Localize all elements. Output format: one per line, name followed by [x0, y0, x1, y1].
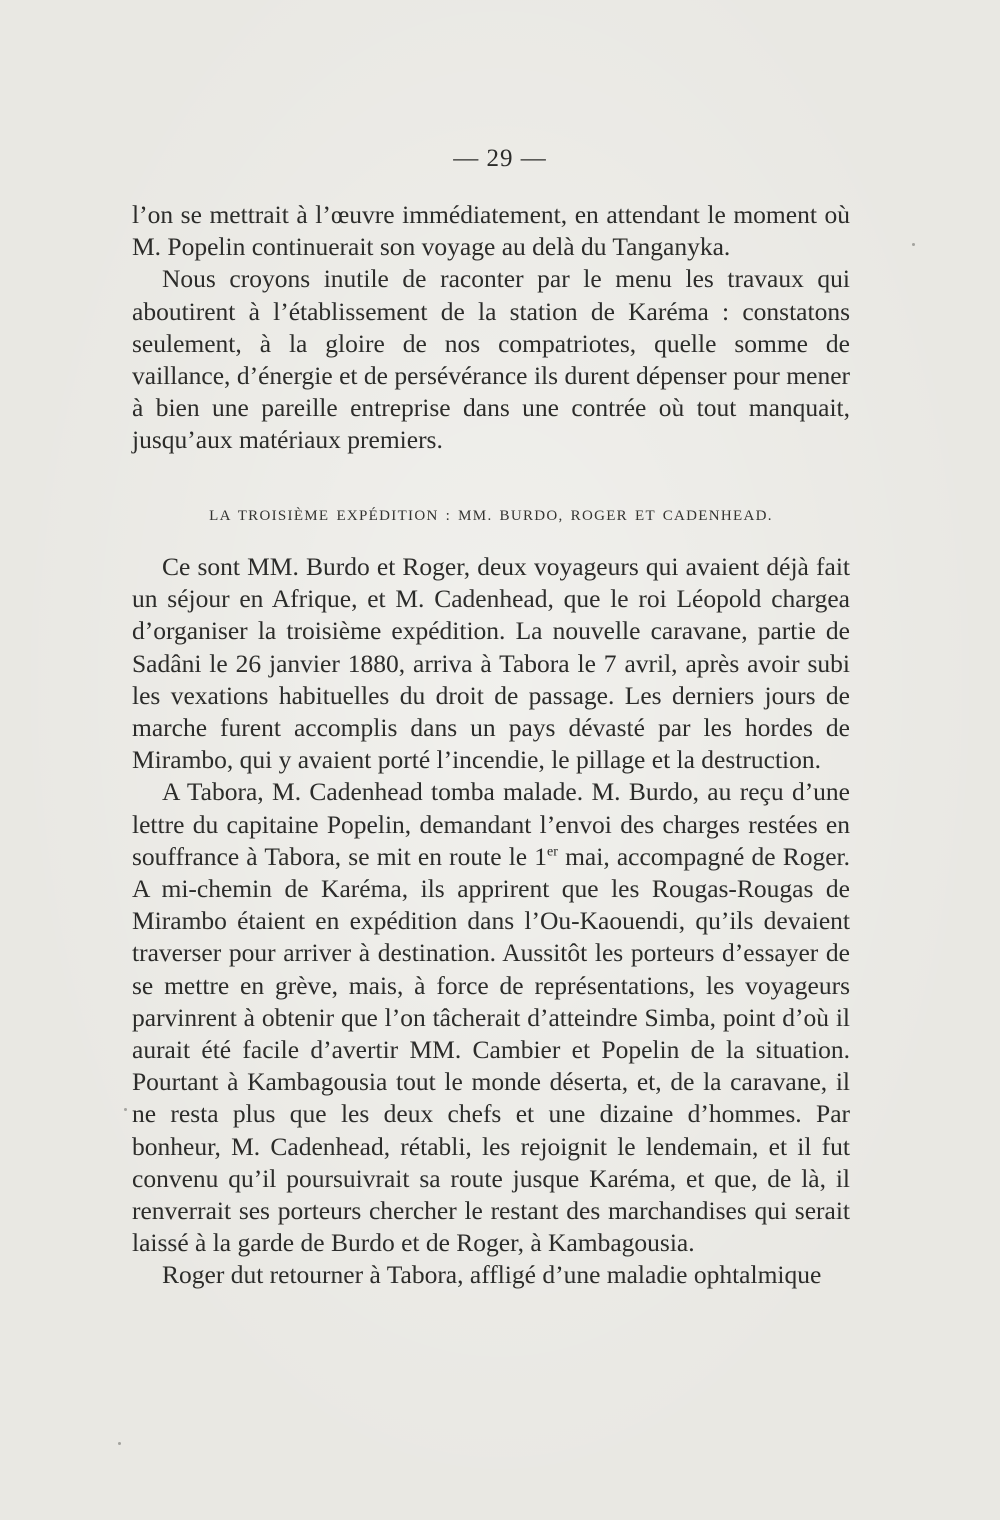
- paper-speck: [912, 243, 915, 246]
- paper-speck: [124, 1108, 127, 1111]
- paragraph-tabora: [132, 776, 850, 1259]
- paragraph-tabora-start: A Tabora, M. Cadenhead tomba malade. M. Burdo, au reçu d’une lettre du capitaine Popelin, demandant l’envoi des charges restées en souffrance à Tabora, se mit en route le 1: [132, 777, 850, 871]
- paragraph-third-expedition: Ce sont MM. Burdo et Roger, deux voyageurs qui avaient déjà fait un séjour en Afrique, et M. Cadenhead, que le roi Léopold chargea d’organiser la troisième expédition. La nouvelle caravane, partie de Sadâni le 26 janvier 1880, arriva à Tabora le 7 avril, après avoir subi les vexations habituelles du droit de passage. Les derniers jours de marche furent accomplis dans un pays dévasté par les hordes de Mirambo, qui y avaient porté l’incendie, le pillage et la destruction.: [132, 552, 850, 775]
- paragraph-tabora-rest: mai, accompagné de Roger. A mi-chemin de Karéma, ils apprirent que les Rougas-Rougas de Mirambo étaient en expédition dans l’Ou-Kaouendi, qu’ils devaient traverser pour arriver à destination. Aussitôt les porteurs d’essayer de se mettre en grève, mais, à force de représentations, les voyageurs parvinrent à obtenir que l’on tâcherait d’atteindre Simba, point d’où il aurait été facile d’avertir MM. Cambier et Popelin de la situation. Pourtant à Kambagousia tout le monde déserta, et, de la caravane, il ne resta plus que les deux chefs et une dizaine d’hommes. Par bonheur, M. Cadenhead, rétabli, les rejoignit le lendemain, et il fut convenu qu’il poursuivrait sa route jusque Karéma, et que, de là, il renverrait ses porteurs chercher le restant des marchandises qui serait laissé à la garde de Burdo et de Roger, à Kambagousia.: [132, 841, 850, 1258]
- section-text-block: [132, 551, 850, 1292]
- page-number: — 29 —: [453, 145, 547, 172]
- ordinal-superscript: er: [547, 844, 558, 860]
- opening-text-block: [132, 199, 850, 457]
- paragraph-karema-station: Nous croyons inutile de raconter par le menu les travaux qui aboutirent à l’établissement de la station de Karéma : constatons seulement, à la gloire de nos compatriotes, quelle somme de vaillance, d’énergie et de persévérance ils durent dépenser pour mener à bien une pareille entreprise dans une contrée où tout manquait, jusqu’aux matériaux premiers.: [132, 264, 850, 455]
- section-heading: LA TROISIÈME EXPÉDITION : MM. BURDO, ROGER ET CADENHEAD.: [209, 508, 773, 524]
- paper-speck: [118, 1442, 121, 1445]
- paragraph-roger-return: Roger dut retourner à Tabora, affligé d’une maladie ophtalmique: [162, 1260, 822, 1290]
- paragraph-continuation: l’on se mettrait à l’œuvre immédiatement, en attendant le moment où M. Popelin continuerait son voyage au delà du Tanganyka.: [132, 200, 850, 262]
